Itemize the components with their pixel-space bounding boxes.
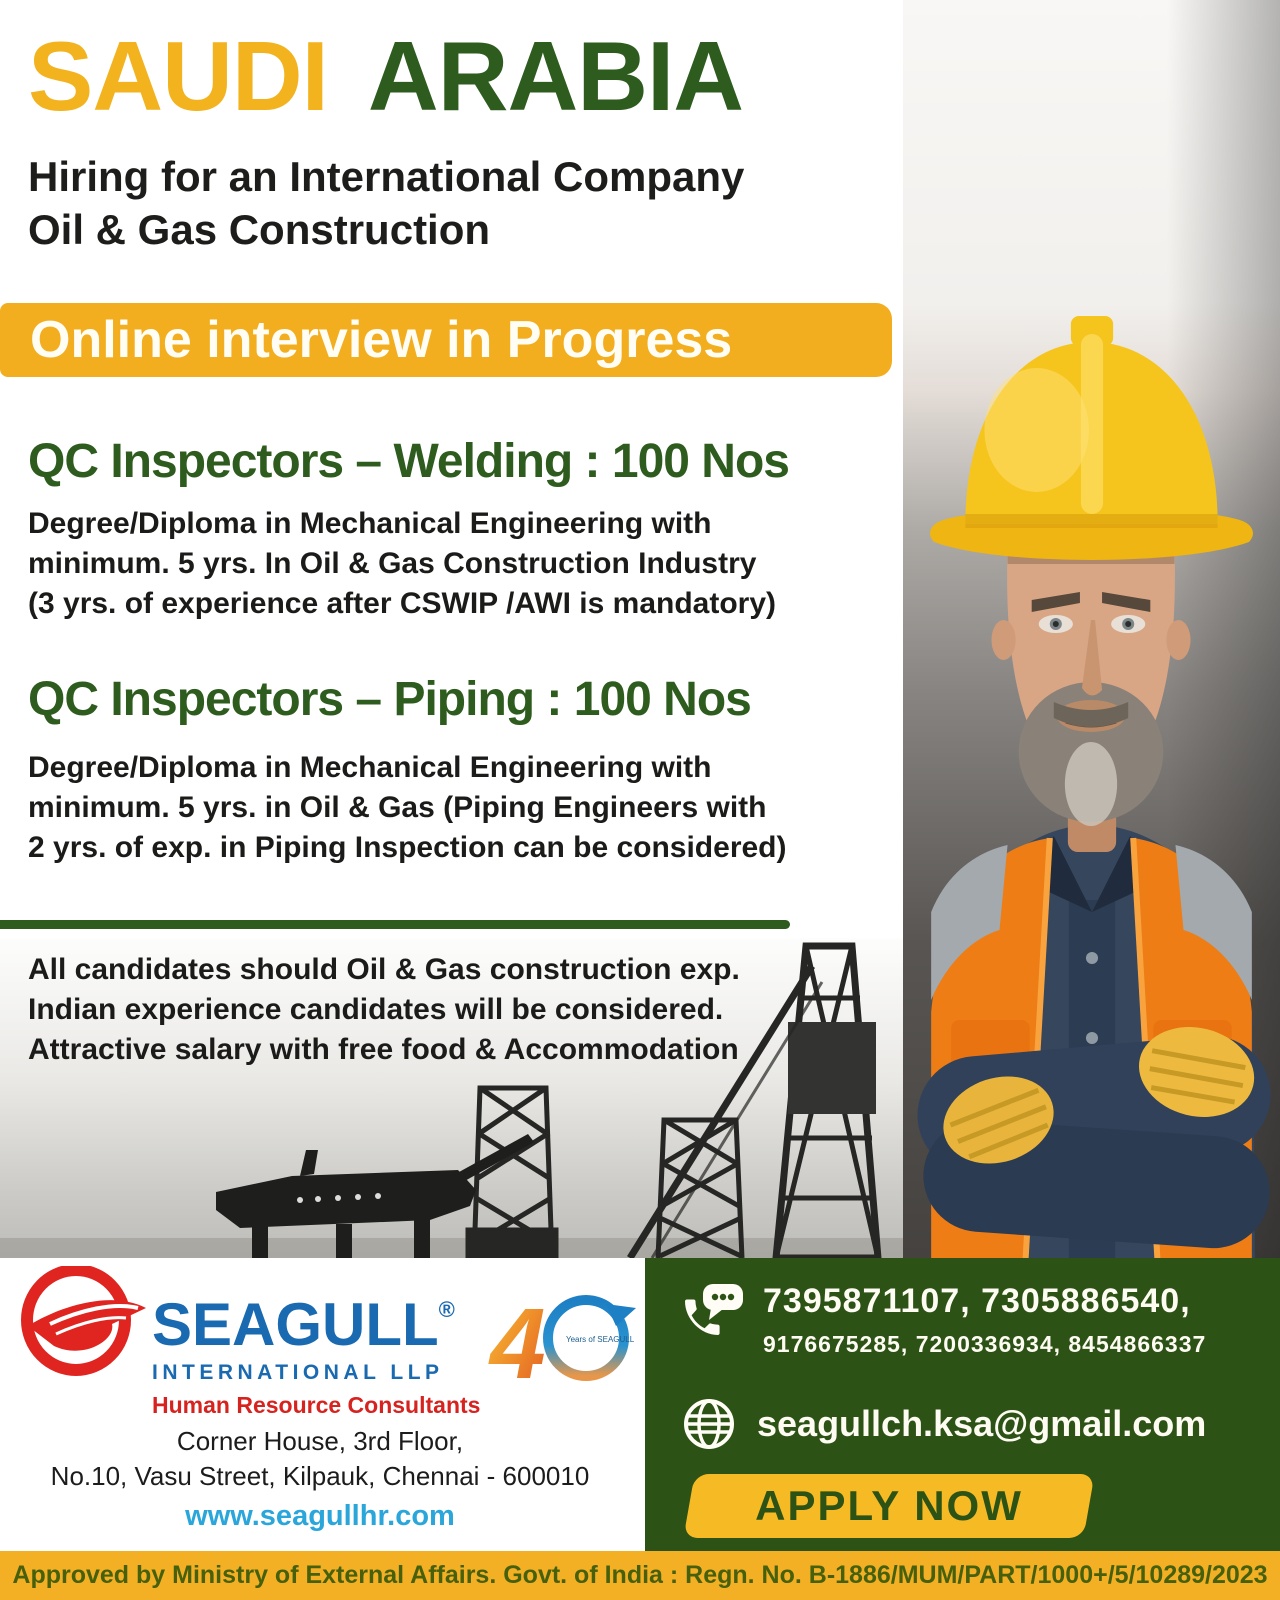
job-piping-description: [28, 748, 787, 868]
job-welding-line3: (3 yrs. of experience after CSWIP /AWI is mandatory): [28, 587, 777, 620]
notes-line2: Indian experience candidates will be considered.: [28, 993, 724, 1026]
worker-photo: [903, 0, 1280, 1258]
globe-icon: [681, 1396, 737, 1452]
agency-address: [0, 1424, 640, 1494]
approval-text: Approved by Ministry of External Affairs. Govt. of India : Regn. No. B-1886/MUM/PART/1000+/5/10289/2023: [12, 1561, 1268, 1589]
svg-text:Years of SEAGULL: Years of SEAGULL: [566, 1335, 635, 1344]
interview-banner: [0, 303, 892, 377]
apply-now-button[interactable]: [683, 1474, 1094, 1538]
apply-now-label: APPLY NOW: [755, 1482, 1023, 1529]
title-arabia: ARABIA: [367, 21, 744, 131]
address-line1: Corner House, 3rd Floor,: [176, 1426, 464, 1456]
phone-numbers-secondary[interactable]: 9176675285, 7200336934, 8454866337: [763, 1331, 1207, 1357]
email-address[interactable]: seagullch.ksa@gmail.com: [757, 1403, 1207, 1444]
interview-banner-label: Online interview in Progress: [30, 311, 733, 369]
job-welding-line2: minimum. 5 yrs. In Oil & Gas Construction Industry: [28, 547, 757, 580]
contact-panel: [645, 1258, 1280, 1551]
job-welding-line1: Degree/Diploma in Mechanical Engineering with: [28, 507, 712, 540]
seagull-logo-icon: [20, 1266, 158, 1378]
job-piping-line1: Degree/Diploma in Mechanical Engineering with: [28, 751, 712, 784]
phone-chat-icon: [681, 1282, 745, 1346]
agency-subtitle: INTERNATIONAL LLP: [152, 1361, 444, 1384]
notes-line3: Attractive salary with free food & Accommodation: [28, 1033, 739, 1066]
forty-years-badge-icon: [488, 1280, 640, 1394]
email-row: [681, 1396, 1206, 1452]
address-line2: No.10, Vasu Street, Kilpauk, Chennai - 600010: [50, 1461, 590, 1491]
subtitle-line1: Hiring for an International Company: [28, 153, 745, 200]
subtitle: [28, 150, 744, 256]
phone-numbers-primary[interactable]: 7395871107, 7305886540,: [763, 1282, 1191, 1320]
agency-name: SEAGULL®: [152, 1291, 455, 1358]
agency-website-link[interactable]: www.seagullhr.com: [185, 1500, 455, 1532]
section-divider: [0, 920, 790, 929]
page-title: [28, 21, 744, 131]
agency-brand: [152, 1280, 480, 1419]
job-piping-line2: minimum. 5 yrs. in Oil & Gas (Piping Engineers with: [28, 791, 767, 824]
svg-text:4: 4: [490, 1288, 546, 1394]
candidate-notes: [28, 950, 740, 1070]
title-saudi: SAUDI: [28, 21, 328, 131]
agency-tagline: Human Resource Consultants: [152, 1392, 481, 1418]
job-welding-heading: QC Inspectors – Welding : 100 Nos: [28, 435, 789, 488]
notes-line1: All candidates should Oil & Gas construction exp.: [28, 953, 740, 986]
phone-row: [681, 1282, 1206, 1358]
approval-footer: [0, 1551, 1280, 1600]
job-piping-line3: 2 yrs. of exp. in Piping Inspection can be considered): [28, 831, 787, 864]
registered-mark: ®: [438, 1297, 455, 1322]
job-welding-description: [28, 504, 776, 624]
job-piping-heading: QC Inspectors – Piping : 100 Nos: [28, 673, 751, 726]
subtitle-line2: Oil & Gas Construction: [28, 206, 491, 253]
